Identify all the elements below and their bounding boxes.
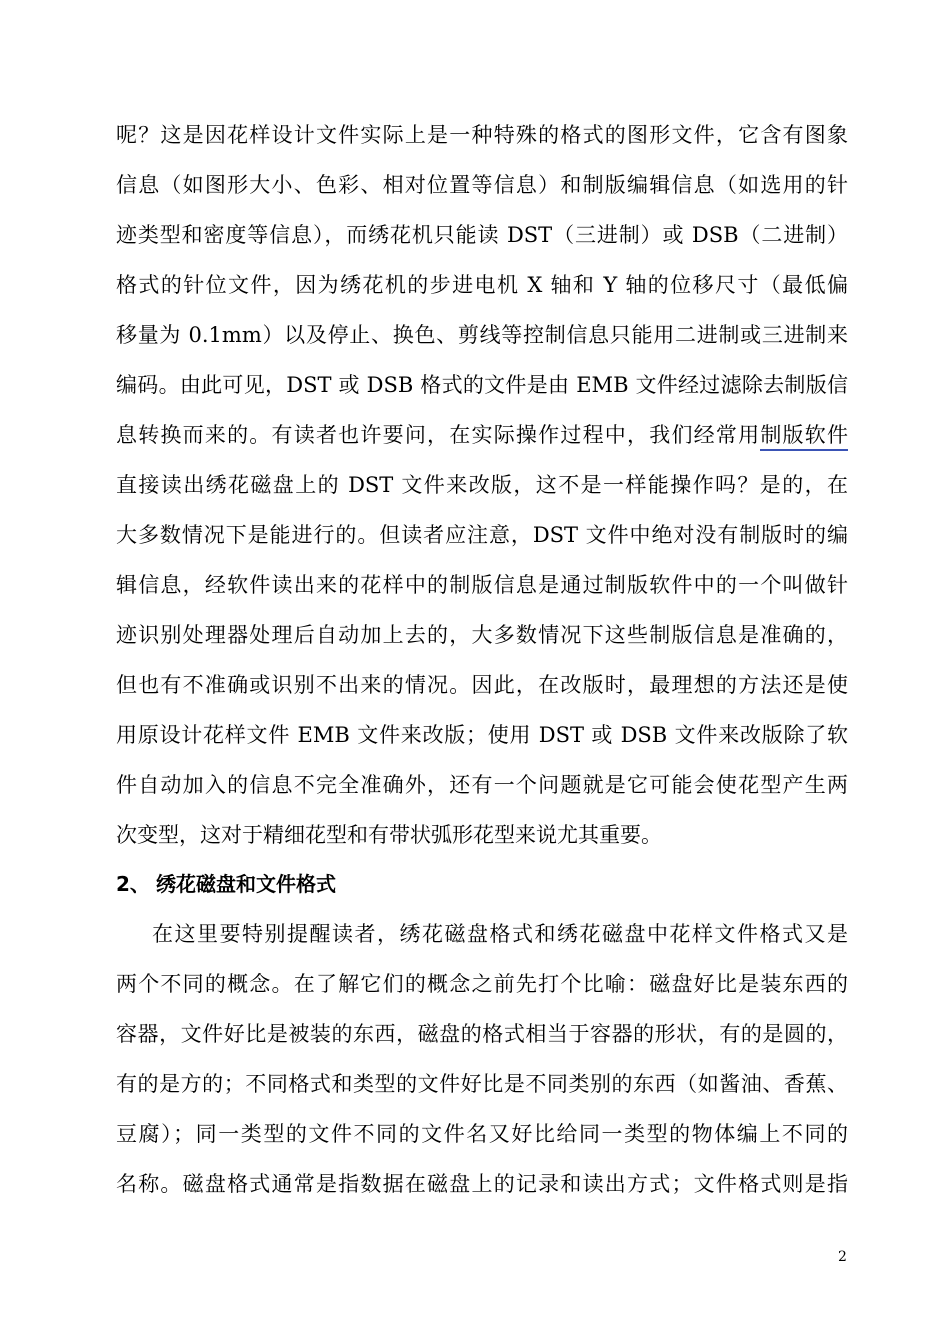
section-number: 2、 xyxy=(116,872,150,896)
paragraph-line: 辑信息，经软件读出来的花样中的制版信息是通过制版软件中的一个叫做针 xyxy=(116,573,848,597)
paragraph-line: 两个不同的概念。在了解它们的概念之前先打个比喻：磁盘好比是装东西的 xyxy=(116,972,848,996)
paragraph-line: 次变型，这对于精细花型和有带状弧形花型来说尤其重要。 xyxy=(116,823,662,847)
paragraph-line: 有的是方的；不同格式和类型的文件好比是不同类别的东西（如酱油、香蕉、 xyxy=(116,1072,848,1096)
paragraph-line: 迹类型和密度等信息），而绣花机只能读 DST（三进制）或 DSB（二进制） xyxy=(116,223,848,247)
paragraph-line: 件自动加入的信息不完全准确外，还有一个问题就是它可能会使花型产生两 xyxy=(116,773,848,797)
page-number: 2 xyxy=(838,1249,847,1265)
paragraph-line: 在这里要特别提醒读者，绣花磁盘格式和绣花磁盘中花样文件格式又是 xyxy=(152,922,848,946)
paragraph-line: 信息（如图形大小、色彩、相对位置等信息）和制版编辑信息（如选用的针 xyxy=(116,173,848,197)
paragraph-line: 名称。磁盘格式通常是指数据在磁盘上的记录和读出方式；文件格式则是指 xyxy=(116,1172,848,1196)
paragraph-line: 大多数情况下是能进行的。但读者应注意，DST 文件中绝对没有制版时的编 xyxy=(116,523,848,547)
paragraph-line: 容器，文件好比是被装的东西，磁盘的格式相当于容器的形状，有的是圆的， xyxy=(116,1022,848,1046)
paragraph-line: 直接读出绣花磁盘上的 DST 文件来改版，这不是一样能操作吗？是的，在 xyxy=(116,473,848,497)
paragraph-line: 用原设计花样文件 EMB 文件来改版；使用 DST 或 DSB 文件来改版除了软 xyxy=(116,723,848,747)
paragraph-line: 但也有不准确或识别不出来的情况。因此，在改版时，最理想的方法还是使 xyxy=(116,673,848,697)
paragraph-line-with-link xyxy=(116,421,848,449)
paragraph-line-text: 息转换而来的。有读者也许要问，在实际操作过程中，我们经常用 xyxy=(116,423,761,447)
section-title: 绣花磁盘和文件格式 xyxy=(156,872,336,896)
paragraph-line: 编码。由此可见，DST 或 DSB 格式的文件是由 EMB 文件经过滤除去制版信 xyxy=(116,373,848,397)
paragraph-line: 格式的针位文件，因为绣花机的步进电机 X 轴和 Y 轴的位移尺寸（最低偏 xyxy=(116,273,848,297)
paragraph-line: 迹识别处理器处理后自动加上去的，大多数情况下这些制版信息是准确的， xyxy=(116,623,848,647)
paragraph-line: 豆腐）；同一类型的文件不同的文件名又好比给同一类型的物体编上不同的 xyxy=(116,1122,848,1146)
paragraph-line: 移量为 0.1mm）以及停止、换色、剪线等控制信息只能用二进制或三进制来 xyxy=(116,323,848,347)
section-heading xyxy=(116,870,336,898)
software-link[interactable]: 制版软件 xyxy=(760,423,848,451)
paragraph-line: 呢？这是因花样设计文件实际上是一种特殊的格式的图形文件，它含有图象 xyxy=(116,123,848,147)
